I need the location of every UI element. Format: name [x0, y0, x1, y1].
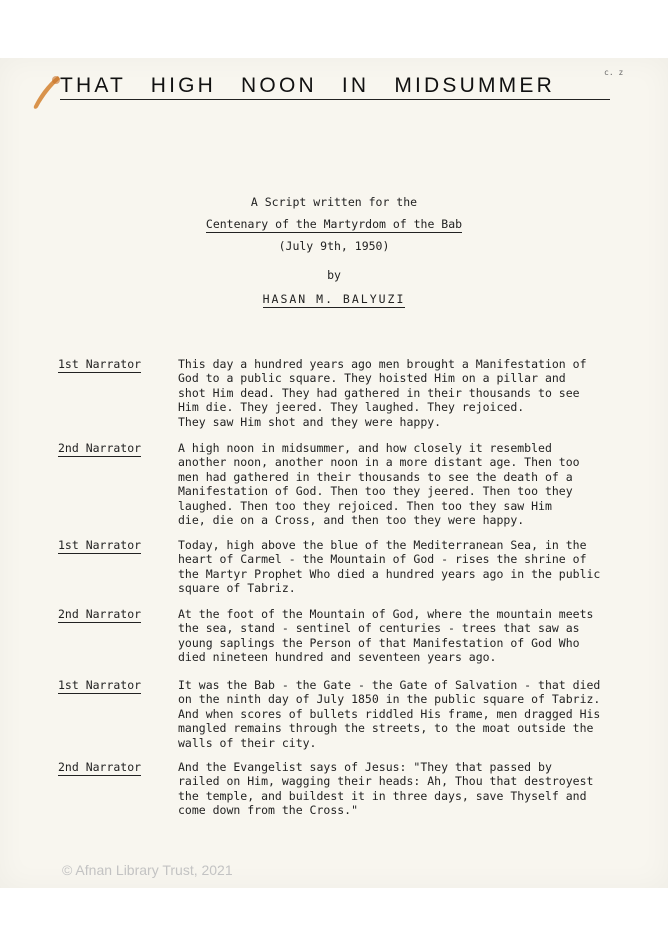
- speech-line: Him die. They jeered. They laughed. They rejoiced.: [178, 400, 525, 415]
- author-name: HASAN M. BALYUZI: [262, 292, 406, 306]
- speech-line: the sea, stand - sentinel of centuries - trees that saw as: [178, 621, 580, 636]
- speech-line: At the foot of the Mountain of God, where the mountain meets: [178, 607, 594, 621]
- subtitle-line-1: A Script written for the: [250, 195, 418, 209]
- speech-line: It was the Bab - the Gate - the Gate of Salvation - that died: [178, 678, 601, 692]
- speech-line: mangled remains through the streets, to the moat outside the: [178, 721, 594, 736]
- speech-block: [178, 538, 608, 596]
- title-underline: [60, 99, 610, 100]
- speech-line: Today, high above the blue of the Mediterranean Sea, in the: [178, 538, 587, 552]
- subtitle-line-2: Centenary of the Martyrdom of the Bab: [205, 217, 463, 231]
- ink-stain-icon: [28, 72, 64, 112]
- speech-line: Manifestation of God. Then too they jeered. Then too they: [178, 484, 573, 499]
- speech-line: the Martyr Prophet Who died a hundred years ago in the public: [178, 566, 601, 581]
- speaker-label: 2nd Narrator: [58, 607, 142, 621]
- speech-block: [178, 441, 608, 527]
- speech-line: God to a public square. They hoisted Him on a pillar and: [178, 371, 566, 386]
- speech-line: shot Him dead. They had gathered in their thousands to see: [178, 385, 580, 400]
- speech-line: A high noon in midsummer, and how closely it resembled: [178, 441, 552, 455]
- subtitle-date: (July 9th, 1950): [278, 239, 390, 253]
- speech-line: die, die on a Cross, and then too they were happy.: [178, 513, 525, 528]
- speech-line: on the ninth day of July 1850 in the public square of Tabriz.: [178, 692, 601, 707]
- speech-line: And when scores of bullets riddled His frame, men dragged His: [178, 706, 601, 721]
- speech-line: railed on Him, wagging their heads: Ah, Thou that destroyest: [178, 774, 594, 789]
- speech-line: walls of their city.: [178, 735, 317, 750]
- speech-block: [178, 607, 608, 665]
- speech-block: [178, 678, 608, 750]
- speaker-label: 1st Narrator: [58, 538, 142, 552]
- speaker-label: 1st Narrator: [58, 357, 142, 371]
- speech-line: They saw Him shot and they were happy.: [178, 414, 442, 429]
- speech-line: square of Tabriz.: [178, 581, 296, 596]
- corner-note: c. z: [604, 68, 624, 77]
- speech-block: [178, 357, 608, 429]
- speaker-label: 2nd Narrator: [58, 441, 142, 455]
- speech-line: heart of Carmel - the Mountain of God - rises the shrine of: [178, 552, 587, 567]
- document-title: THAT HIGH NOON IN MIDSUMMER: [60, 74, 555, 97]
- subtitle-by: by: [327, 268, 341, 282]
- copyright-watermark: © Afnan Library Trust, 2021: [62, 862, 233, 878]
- speech-line: died nineteen hundred and seventeen years ago.: [178, 650, 497, 665]
- speech-line: This day a hundred years ago men brought a Manifestation of: [178, 357, 587, 371]
- speech-line: And the Evangelist says of Jesus: "They that passed by: [178, 760, 552, 774]
- speech-block: [178, 760, 608, 818]
- speaker-label: 2nd Narrator: [58, 760, 142, 774]
- speech-line: men had gathered in their thousands to see the death of a: [178, 469, 573, 484]
- speech-line: another noon, another noon in a more distant age. Then too: [178, 455, 580, 470]
- speech-line: the temple, and buildest it in three days, save Thyself and: [178, 788, 587, 803]
- speaker-label: 1st Narrator: [58, 678, 142, 692]
- speech-line: laughed. Then too they rejoiced. Then too they saw Him: [178, 498, 552, 513]
- speech-line: come down from the Cross.": [178, 803, 359, 818]
- speech-line: young saplings the Person of that Manifestation of God Who: [178, 635, 580, 650]
